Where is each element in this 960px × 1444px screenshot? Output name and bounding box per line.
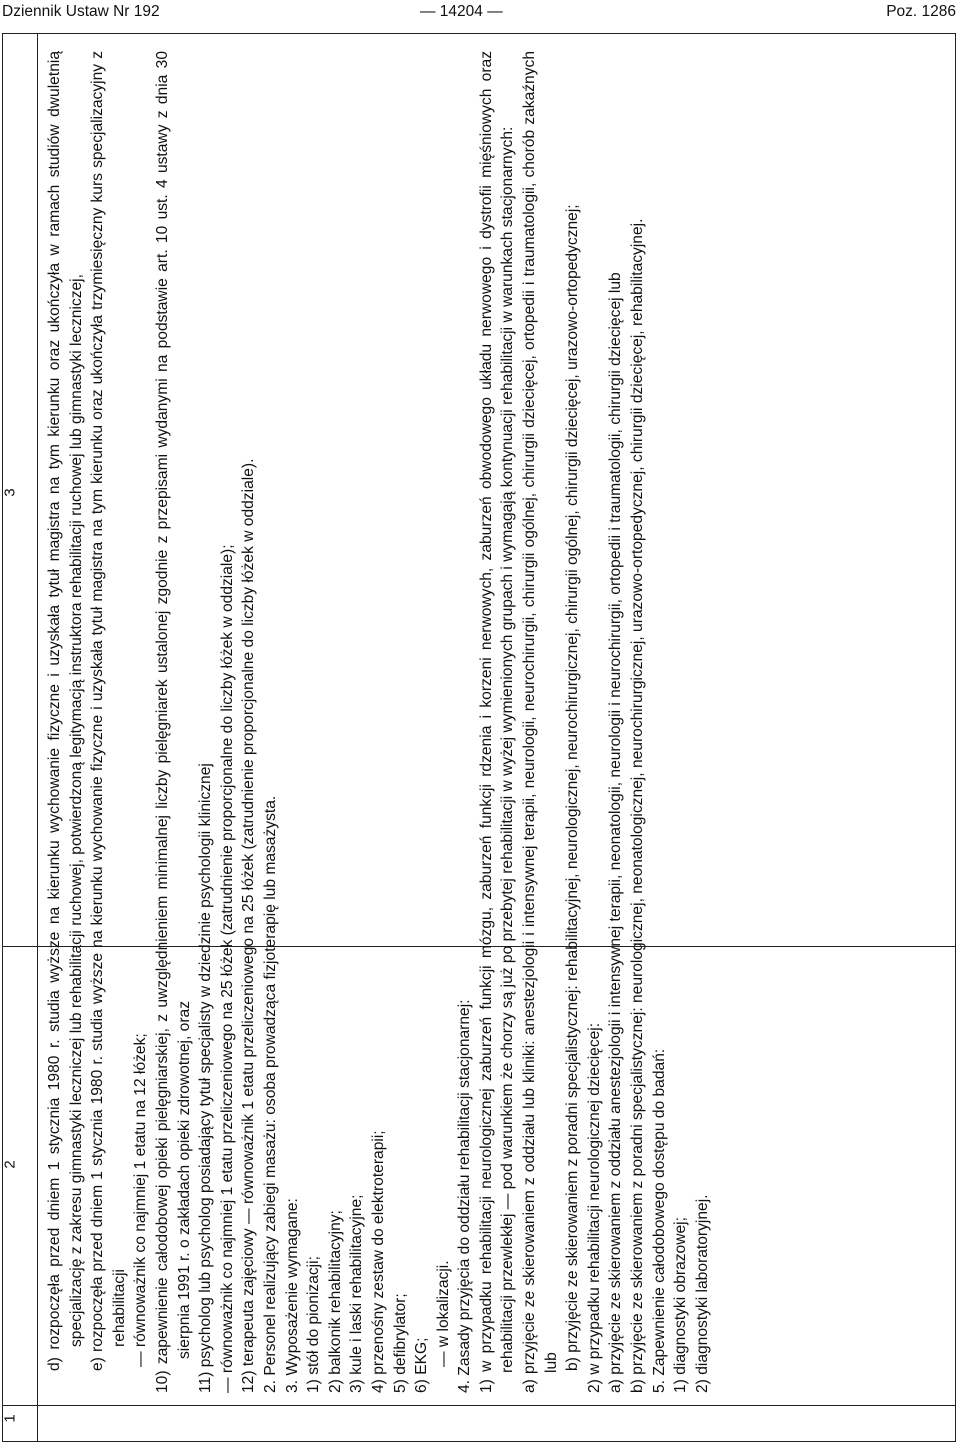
item-e-dash: — równoważnik co najmniej 1 etatu na 12 łóżek; bbox=[132, 1033, 150, 1367]
column-3-content bbox=[44, 39, 914, 1399]
column-divider-1-2 bbox=[3, 1405, 955, 1406]
item-d: d) rozpoczęła przed dniem 1 stycznia 1980 r. studia wyższe na kierunku wychowanie fizyczne i uzyskała tytuł magistra na tym kierunku oraz ukończyła w ramach studiów dwuletnią specjalizację z zakresu gimnastyki leczniczej lub rehabilitacji ruchowej, potwierdzoną legitymacją instruktora rehabilitacji ruchowej lub gimnastyki leczniczej, bbox=[46, 51, 85, 1371]
section-5-item-2: 2) diagnostyki laboratoryjnej. bbox=[693, 1194, 711, 1393]
rotated-content-area bbox=[44, 34, 914, 1399]
column-number-2: 2 bbox=[1, 1160, 19, 1169]
section-4-item-2: 2) w przypadku rehabilitacji neurologicznej dziecięcej: bbox=[585, 1022, 603, 1393]
section-3-item-5: 5) defibrylator; bbox=[391, 1293, 409, 1393]
section-2: 2. Personel realizujący zabiegi masażu: osoba prowadząca fizjoterapię lub masażysta. bbox=[261, 795, 279, 1393]
section-3: 3. Wyposażenie wymagane: bbox=[283, 1198, 301, 1393]
journal-title: Dziennik Ustaw Nr 192 bbox=[2, 3, 160, 20]
section-3-item-4: 4) przenośny zestaw do elektroterapii; bbox=[369, 1130, 387, 1393]
header-row-divider bbox=[37, 34, 38, 1441]
item-11-dash: — równoważnik co najmniej 1 etatu przeliczeniowego na 25 łóżek (zatrudnienie proporcjonalne do liczby łóżek w oddziale); bbox=[218, 544, 236, 1393]
section-3-item-2: 2) balkonik rehabilitacyjny; bbox=[326, 1210, 344, 1393]
section-5-item-1: 1) diagnostyki obrazowej; bbox=[672, 1217, 690, 1393]
position-number: Poz. 1286 bbox=[886, 3, 956, 20]
section-4: 4. Zasady przyjęcia do oddziału rehabilitacji stacjonarnej: bbox=[456, 999, 474, 1393]
section-3-item-6: 6) EKG; bbox=[413, 1337, 431, 1393]
item-11: 11) psycholog lub psycholog posiadający tytuł specjalisty w dziedzinie psychologii klinicznej bbox=[197, 763, 215, 1393]
section-4-item-1b: b) przyjęcie ze skierowaniem z poradni specjalistycznej: rehabilitacyjnej, neurologicznej, neurochirurgicznej, chirurgii ogólnej, chirurgii dziecięcej, urazowo-ortopedycznej; bbox=[564, 204, 582, 1371]
item-e: e) rozpoczęła przed dniem 1 stycznia 1980 r. studia wyższe na kierunku wychowanie fizyczne i uzyskała tytuł magistra na tym kierunku oraz ukończyła trzymiesięczny kurs specjalizacyjny z rehabilitacji bbox=[89, 51, 128, 1371]
page-number: — 14204 — bbox=[420, 3, 503, 20]
item-12: 12) terapeuta zajęciowy — równoważnik 1 etatu przeliczeniowego na 25 łóżek (zatrudnienie proporcjonalne do liczby łóżek w oddziale). bbox=[240, 458, 258, 1393]
section-4-item-2a: a) przyjęcie ze skierowaniem z oddziału anestezjologii i intensywnej terapii, neonatologii, neurologii i neurochirurgii, ortopedii i traumatologii, chirurgii dziecięcej lub bbox=[607, 272, 625, 1393]
section-3-dash: — w lokalizacji. bbox=[434, 1260, 452, 1367]
section-5: 5. Zapewnienie całodobowego dostępu do badań: bbox=[650, 1048, 668, 1393]
section-3-item-3: 3) kule i laski rehabilitacyjne; bbox=[348, 1194, 366, 1393]
column-number-1: 1 bbox=[1, 1414, 19, 1423]
section-4-item-1a: a) przyjęcie ze skierowaniem z oddziału lub kliniki: anestezjologii i intensywnej terapii, neurologii, neurochirurgii, chirurgii ogólnej, chirurgii dziecięcej, ortopedii i traumatologii, chorób zakaźnych lub bbox=[521, 51, 560, 1393]
section-3-item-1: 1) stół do pionizacji; bbox=[305, 1256, 323, 1393]
section-4-item-1: 1) w przypadku rehabilitacji neurologicznej zaburzeń funkcji mózgu, zaburzeń funkcji rdzenia i korzeni nerwowych, zaburzeń obwodowego układu nerwowego i dystrofii mięśniowych oraz rehabilitacji przewlekłej — pod warunkiem że chorzy są już po przebytej rehabilitacji w wyżej wymienionych grupach i wymagają kontynuacji rehabilitacji w warunkach stacjonarnych: bbox=[477, 51, 517, 1393]
column-number-3: 3 bbox=[1, 488, 19, 497]
page-header bbox=[0, 0, 960, 28]
section-4-item-2b: b) przyjęcie ze skierowaniem z poradni specjalistycznej: neurologicznej, neonatologicznej, neurochirurgicznej, urazowo-ortopedycznej, chirurgii dziecięcej, rehabilitacyjnej. bbox=[629, 218, 647, 1393]
item-10: 10) zapewnienie całodobowej opieki pielęgniarskiej, z uwzględnieniem minimalnej liczby pielęgniarek ustalonej zgodnie z przepisami wydanymi na podstawie art. 10 ust. 4 ustawy z dnia 30 sierpnia 1991 r. o zakładach opieki zdrowotnej, oraz bbox=[153, 51, 193, 1393]
